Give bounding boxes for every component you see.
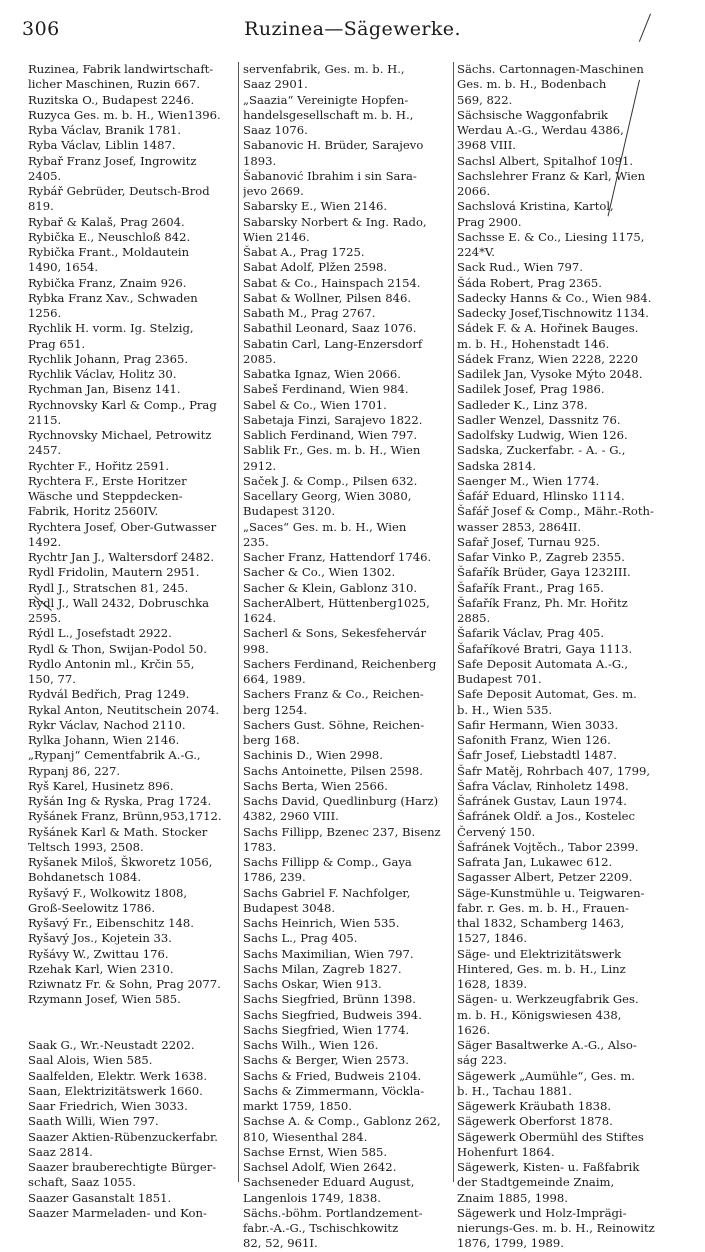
directory-line: Prag 2900. [457,214,522,229]
directory-line: Saaz 2901. [243,77,308,92]
directory-line: Sadska, Zuckerfabr. - A. - G., [457,443,626,458]
directory-line: Wäsche und Steppdecken- [28,489,183,503]
directory-line: 150, 77. [28,672,76,686]
directory-line: Sachs Maximilian, Wien 797. [243,946,414,961]
directory-line: Ryšavý Fr., Eibenschitz 148. [28,916,194,930]
directory-line: Säge- und Elektrizitätswerk [457,946,622,961]
directory-line: Rybář Gebrüder, Deutsch-Brod [28,184,210,198]
directory-line: Rybka Franz Xav., Schwaden [28,290,198,305]
directory-line: Sächsische Waggonfabrik [457,107,608,122]
directory-line: Ryšávy W., Zwittau 176. [28,946,169,961]
directory-line: Rziwnatz Fr. & Sohn, Prag 2077. [28,977,221,991]
directory-line: Hohenfurt 1864. [457,1144,555,1159]
page-number: 306 [22,18,60,40]
directory-line: Sabath M., Prag 2767. [243,306,376,320]
directory-line: Sabeš Ferdinand, Wien 984. [243,382,409,397]
directory-line: 2085. [243,351,277,366]
directory-line: Ruzitska O., Budapest 2246. [28,92,195,107]
directory-line: Šafránek Vojtěch., Tabor 2399. [457,839,639,854]
directory-line: Sachs Antoinette, Pilsen 2598. [243,763,423,778]
directory-line: 2595. [28,611,62,625]
directory-line: b. H., Wien 535. [457,702,553,717]
directory-line: Sádek F. & A. Hořinek Bauges. [457,321,639,336]
directory-line: Safař Josef, Turnau 925. [457,534,601,549]
directory-line: ság 223. [457,1053,507,1068]
directory-line: Ruzyca Ges. m. b. H., Wien1396. [28,107,221,122]
directory-line: 1628, 1839. [457,977,528,991]
directory-line: Šabanović Ibrahim i sin Sara- [243,168,417,183]
directory-line: Sachslová Kristina, Kartol, [457,199,614,214]
directory-line: Sabathil Leonard, Saaz 1076. [243,321,417,336]
directory-line: Rykr Václav, Nachod 2110. [28,717,186,732]
directory-line: Prag 651. [28,336,86,351]
directory-line: Ryšánek Karl & Math. Stocker [28,824,208,839]
directory-line: „Saazia“ Vereinigte Hopfen- [243,92,409,107]
directory-line: Sachsse E. & Co., Liesing 1175, [457,229,645,244]
directory-line: Rybička Franz, Znaim 926. [28,275,187,290]
directory-line: 819. [28,199,54,214]
directory-line: Šafarik Václav, Prag 405. [457,626,605,641]
directory-line: Sägewerk Obermühl des Stiftes [457,1129,644,1144]
directory-line: Sadska 2814. [457,458,537,473]
directory-line: Rychlik Johann, Prag 2365. [28,351,189,366]
directory-line: Sägewerk und Holz-Imprägi- [457,1205,627,1220]
directory-column-2 [243,62,451,1252]
directory-line: Sachers Franz & Co., Reichen- [243,687,424,702]
directory-line: Šafář Josef & Comp., Mähr.-Roth- [457,504,654,519]
directory-line: Sadecky Hanns & Co., Wien 984. [457,290,652,305]
directory-line: Sachs Oskar, Wien 913. [243,977,382,991]
directory-line: Sachinis D., Wien 2998. [243,748,383,763]
directory-line: Bohdanetsch 1084. [28,870,142,885]
directory-line: „Rypanj“ Cementfabrik A.-G., [28,748,201,763]
directory-line: Ges. m. b. H., Bodenbach [457,77,607,92]
directory-line: Rýdl L., Josefstadt 2922. [28,626,172,641]
directory-line: 1490, 1654. [28,260,99,275]
directory-line: Rzymann Josef, Wien 585. [28,992,181,1007]
directory-line: Sabat & Co., Hainspach 2154. [243,275,421,290]
directory-line: Sachse Ernst, Wien 585. [243,1144,388,1159]
directory-line: Šafář Eduard, Hlinsko 1114. [457,489,625,503]
directory-line: Znaim 1885, 1998. [457,1190,568,1205]
directory-line: 235. [243,534,269,549]
directory-line: Sacher & Klein, Gablonz 310. [243,580,418,595]
directory-line: Sachs & Zimmermann, Vöckla- [243,1083,425,1098]
directory-line: Saazer Marmeladen- und Kon- [28,1205,207,1220]
directory-line: licher Maschinen, Ruzin 667. [28,77,201,92]
column-divider [453,62,454,1182]
directory-line: Červený 150. [457,824,536,839]
directory-line: Sachs Milan, Zagreb 1827. [243,961,402,976]
directory-line: thal 1832, Schamberg 1463, [457,916,625,930]
directory-line: Sack Rud., Wien 797. [457,260,583,275]
directory-line: Sagasser Albert, Petzer 2209. [457,870,633,885]
directory-line: Ryba Václav, Branik 1781. [28,123,182,137]
directory-line: 1492. [28,534,62,549]
directory-line: Werdau A.-G., Werdau 4386, [457,123,624,137]
directory-line: Sadleder K., Linz 378. [457,397,588,412]
directory-line: Sabat Adolf, Plžen 2598. [243,260,388,275]
directory-line: Sabetaja Finzi, Sarajevo 1822. [243,412,423,427]
directory-line: 82, 52, 961I. [243,1236,318,1251]
directory-line: 2885. [457,611,491,625]
directory-line: Sägewerk „Aumühle“, Ges. m. [457,1068,635,1083]
directory-line: Rydlo Antonin ml., Krčin 55, [28,656,195,671]
directory-line: Rypanj 86, 227. [28,763,121,778]
directory-line: Sacher & Co., Wien 1302. [243,565,396,580]
directory-line: Rychman Jan, Bisenz 141. [28,382,181,397]
directory-line: Sabatka Ignaz, Wien 2066. [243,367,401,381]
directory-line: Budapest 3120. [243,504,336,519]
directory-line: Sacherl & Sons, Sekesfehervár [243,626,426,641]
directory-line: Sachs Siegfried, Budweis 394. [243,1007,422,1022]
directory-line: Rychlik Václav, Holitz 30. [28,367,177,381]
directory-line: Rydl & Thon, Swijan-Podol 50. [28,641,207,656]
directory-line: Šafránek Gustav, Laun 1974. [457,794,627,808]
directory-line: 2912. [243,458,277,473]
directory-line: Sacellary Georg, Wien 3080, [243,489,412,503]
directory-line: Sabatin Carl, Lang-Enzersdorf [243,336,423,351]
directory-line: 4382, 2960 VIII. [243,809,339,824]
directory-line: Sägen- u. Werkzeugfabrik Ges. [457,992,639,1007]
directory-line: 1624. [243,611,277,625]
directory-line: Šafr Matěj, Rohrbach 407, 1799, [457,763,651,778]
directory-line: Ryba Václav, Liblin 1487. [28,138,176,153]
directory-line: Rykal Anton, Neutitschein 2074. [28,702,220,717]
directory-line: Sabat & Wollner, Pilsen 846. [243,290,412,305]
directory-line: Sachsl Albert, Spitalhof 1091. [457,153,634,168]
directory-line: Sachse A. & Comp., Gablonz 262, [243,1114,441,1129]
directory-line: 1783. [243,839,277,854]
directory-line: Šafařík Franz, Ph. Mr. Hořitz [457,595,628,610]
directory-line: Langenlois 1749, 1838. [243,1190,381,1205]
directory-line: fabr. r. Ges. m. b. H., Frauen- [457,900,629,915]
directory-line: Safe Deposit Automata A.-G., [457,656,629,671]
directory-line: 3968 VIII. [457,138,516,153]
directory-line: Groß-Seelowitz 1786. [28,900,156,915]
directory-line: Rybař Franz Josef, Ingrowitz [28,153,197,168]
directory-line: Sachs Wilh., Wien 126. [243,1038,379,1052]
directory-line: Sachs L., Prag 405. [243,931,358,946]
directory-line: Safrata Jan, Lukawec 612. [457,855,613,869]
directory-line: Rylka Johann, Wien 2146. [28,733,180,747]
directory-line: 2405. [28,168,62,183]
directory-line: Rybař & Kalaš, Prag 2604. [28,214,185,229]
directory-line: Sacher Franz, Hattendorf 1746. [243,550,432,564]
directory-line: 2457. [28,443,62,458]
directory-line: Sabarsky E., Wien 2146. [243,199,388,214]
directory-line: 1527, 1846. [457,931,528,946]
directory-line: Ryšavý F., Wolkowitz 1808, [28,885,188,900]
directory-line: Saaz 1076. [243,123,308,137]
directory-line: Sabanovic H. Brüder, Sarajevo [243,138,424,153]
directory-line: 2066. [457,184,491,198]
directory-line: Sachs Heinrich, Wien 535. [243,916,400,930]
directory-line: Saazer Aktien-Rübenzuckerfabr. [28,1129,218,1144]
directory-line: Šabat A., Prag 1725. [243,245,365,259]
directory-column-3 [457,62,679,1252]
directory-line: 2115. [28,412,62,427]
directory-line: Sachsel Adolf, Wien 2642. [243,1160,397,1174]
directory-line: 224*V. [457,245,495,259]
directory-line: b. H., Tachau 1881. [457,1083,572,1098]
directory-line: Fabrik, Horitz 2560IV. [28,504,159,519]
directory-line: Rybička E., Neuschloß 842. [28,229,191,244]
directory-line: Šafařík Frant., Prag 165. [457,580,604,595]
directory-line: Sachs & Berger, Wien 2573. [243,1053,409,1068]
directory-line: der Stadtgemeinde Znaim, [457,1175,615,1190]
directory-line: Sadilek Jan, Vysoke Mýto 2048. [457,367,643,381]
directory-line: Ryšavý Jos., Kojetein 33. [28,931,172,946]
directory-line: SacherAlbert, Hüttenberg1025, [243,595,430,610]
directory-line: Sachers Ferdinand, Reichenberg [243,656,437,671]
directory-line: Rychter F., Hořitz 2591. [28,458,170,473]
directory-line: Sachslehrer Franz & Karl, Wien [457,168,646,183]
directory-line: Ryš Karel, Husinetz 896. [28,778,174,793]
directory-line: Šafránek Oldř. a Jos., Kostelec [457,809,636,824]
directory-line: Saazer Gasanstalt 1851. [28,1190,172,1205]
directory-line: Sablik Fr., Ges. m. b. H., Wien [243,443,421,458]
column-divider [238,62,239,1182]
directory-line: Saček J. & Comp., Pilsen 632. [243,473,418,488]
directory-line: Saath Willi, Wien 797. [28,1114,159,1129]
directory-line: Safonith Franz, Wien 126. [457,733,611,747]
directory-line: Sägewerk Oberforst 1878. [457,1114,613,1129]
running-title: Ruzinea—Sägewerke. [244,18,461,40]
directory-line: Šafr Josef, Liebstadtl 1487. [457,748,617,763]
directory-line: Budapest 3048. [243,900,336,915]
directory-line: 1876, 1799, 1989. [457,1236,564,1251]
directory-line: Sachers Gust. Söhne, Reichen- [243,717,425,732]
directory-line: Hintered, Ges. m. b. H., Linz [457,961,626,976]
directory-line: Rychtr Jan J., Waltersdorf 2482. [28,550,215,564]
directory-line: Sächs.-böhm. Portlandzement- [243,1205,423,1220]
directory-line: 1893. [243,153,277,168]
directory-line: Saenger M., Wien 1774. [457,473,600,488]
column-gap [28,1023,235,1038]
directory-line: servenfabrik, Ges. m. b. H., [243,62,405,76]
directory-line: Sachs Fillipp, Bzenec 237, Bisenz [243,824,441,839]
directory-line: Šafra Václav, Rinholetz 1498. [457,778,629,793]
directory-line: Saazer brauberechtigte Bürger- [28,1160,217,1174]
directory-line: Saal Alois, Wien 585. [28,1053,153,1068]
directory-line: Sadolfsky Ludwig, Wien 126. [457,428,628,442]
directory-line: 1626. [457,1022,491,1037]
directory-line: Rychtera F., Erste Horitzer [28,473,187,488]
directory-line: Sádek Franz, Wien 2228, 2220 [457,351,639,366]
directory-line: Sägewerk, Kisten- u. Faßfabrik [457,1160,640,1174]
directory-line: 664, 1989. [243,672,306,686]
directory-line: Säger Basaltwerke A.-G., Also- [457,1038,637,1052]
directory-line: Budapest 701. [457,672,542,686]
directory-line: jevo 2669. [243,184,304,198]
directory-line: Ruzinea, Fabrik landwirtschaft- [28,62,214,76]
directory-line: Sächs. Cartonnagen-Maschinen [457,62,644,76]
directory-line: Ryšán Ing & Ryska, Prag 1724. [28,794,212,808]
directory-line: Sachs Siegfried, Wien 1774. [243,1022,410,1037]
directory-line: Ryšanek Miloš, Škworetz 1056, [28,855,213,869]
directory-line: markt 1759, 1850. [243,1099,352,1113]
directory-line: Saar Friedrich, Wien 3033. [28,1099,188,1113]
directory-line: wasser 2853, 2864II. [457,519,582,534]
directory-line: Rybička Frant., Moldautein [28,245,190,259]
directory-line: Sachs Gabriel F. Nachfolger, [243,885,411,900]
directory-line: Safar Vinko P., Zagreb 2355. [457,550,625,564]
directory-line: Wien 2146. [243,229,310,244]
directory-line: fabr.-A.-G., Tschischkowitz [243,1221,399,1235]
directory-line: Sadilek Josef, Prag 1986. [457,382,605,397]
directory-line: berg 168. [243,733,300,747]
directory-line: Sadler Wenzel, Dassnitz 76. [457,412,621,427]
directory-line: Säge-Kunstmühle u. Teigwaren- [457,885,645,900]
directory-line: handelsgesellschaft m. b. H., [243,107,414,122]
column-gap [28,1008,235,1023]
directory-line: Rychnovsky Karl & Comp., Prag [28,397,217,412]
directory-line: Sachseneder Eduard August, [243,1175,415,1190]
directory-line: 998. [243,641,269,656]
directory-line: m. b. H., Hohenstadt 146. [457,336,610,351]
directory-line: Sachs Berta, Wien 2566. [243,778,388,793]
directory-line: Sabel & Co., Wien 1701. [243,397,387,412]
directory-line: berg 1254. [243,702,308,717]
directory-line: Saaz 2814. [28,1144,93,1159]
directory-line: Safe Deposit Automat, Ges. m. [457,687,637,702]
directory-line: Safir Hermann, Wien 3033. [457,717,619,732]
directory-line: schaft, Saaz 1055. [28,1175,136,1190]
directory-line: Rychlik H. vorm. Ig. Stelzig, [28,321,194,336]
directory-line: Šafaříkové Bratri, Gaya 1113. [457,641,633,656]
directory-line: Sachs & Fried, Budweis 2104. [243,1068,422,1083]
directory-line: 569, 822. [457,92,513,107]
directory-line: „Saces“ Ges. m. b. H., Wien [243,519,407,534]
directory-line: Ryšánek Franz, Brünn,953,1712. [28,809,222,824]
directory-line: Sabarsky Norbert & Ing. Rado, [243,214,427,229]
directory-line: Sachs Siegfried, Brünn 1398. [243,992,416,1007]
directory-line: Sablich Ferdinand, Wien 797. [243,428,418,442]
directory-line: Rydl J., Wall 2432, Dobruschka [28,595,210,610]
directory-line: Rychnovsky Michael, Petrowitz [28,428,212,442]
directory-line: Sachs Fillipp & Comp., Gaya [243,855,412,869]
directory-line: nierungs-Ges. m. b. H., Reinowitz [457,1221,655,1235]
directory-line: Sadecky Josef,Tischnowitz 1134. [457,306,649,320]
directory-line: m. b. H., Königswiesen 438, [457,1007,622,1022]
directory-line: Teltsch 1993, 2508. [28,839,144,854]
page-header [0,18,705,52]
directory-line: Rydl Fridolin, Mautern 2951. [28,565,200,580]
directory-line: Saak G., Wr.-Neustadt 2202. [28,1038,195,1052]
directory-line: 1256. [28,306,62,320]
directory-line: Sägewerk Kräubath 1838. [457,1099,612,1113]
directory-line: 810, Wiesenthal 284. [243,1129,368,1144]
directory-line: Rydvál Bedřich, Prag 1249. [28,687,190,702]
directory-line: Rydl J., Stratschen 81, 245. [28,580,189,595]
directory-line: Rzehak Karl, Wien 2310. [28,961,174,976]
directory-column-1 [28,62,235,1221]
directory-line: Šáda Robert, Prag 2365. [457,275,602,290]
directory-line: Rychtera Josef, Ober-Gutwasser [28,519,217,534]
directory-line: Šafařík Brüder, Gaya 1232III. [457,565,631,580]
directory-line: Saalfelden, Elektr. Werk 1638. [28,1068,208,1083]
directory-line: 1786, 239. [243,870,306,885]
directory-line: Sachs David, Quedlinburg (Harz) [243,794,439,808]
directory-line: Saan, Elektrizitätswerk 1660. [28,1083,203,1098]
